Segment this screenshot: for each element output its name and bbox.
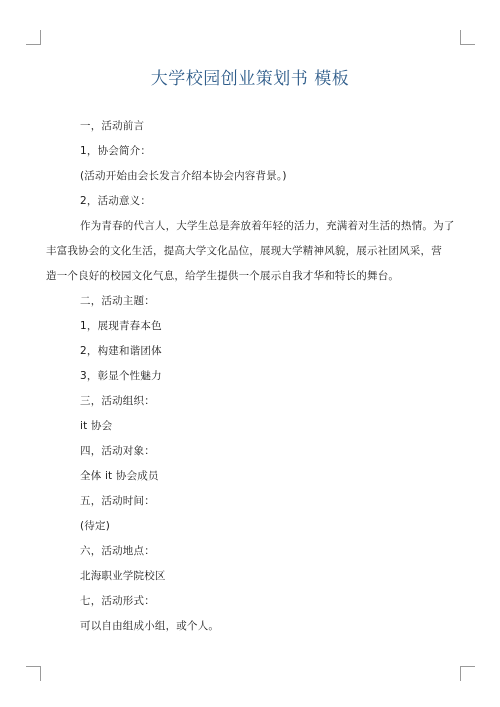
theme-item-3: 3，彰显个性魅力 xyxy=(80,370,162,382)
section-heading-time: 五，活动时间： xyxy=(80,495,155,507)
audience-value: 全体 it 协会成员 xyxy=(80,470,159,482)
document-title: 大学校园创业策划书 模板 xyxy=(150,69,350,89)
section-heading-theme: 二，活动主题： xyxy=(80,295,155,307)
subheading-association-intro: 1，协会简介： xyxy=(80,145,152,157)
format-value: 可以自由组成小组，或个人。 xyxy=(80,620,220,632)
time-value: (待定) xyxy=(80,520,110,532)
paragraph-intro-note: (活动开始由会长发言介绍本协会内容背景。) xyxy=(80,170,287,182)
theme-item-1: 1，展现青春本色 xyxy=(80,320,162,332)
location-value: 北海职业学院校区 xyxy=(80,570,166,582)
section-heading-format: 七，活动形式： xyxy=(80,595,155,607)
section-heading-organization: 三，活动组织： xyxy=(80,395,155,407)
organization-value: it 协会 xyxy=(80,420,113,432)
subheading-significance: 2，活动意义： xyxy=(80,195,152,207)
document-body xyxy=(46,114,455,639)
paragraph-significance-line-3: 造一个良好的校园文化气息，给学生提供一个展示自我才华和特长的舞台。 xyxy=(46,270,400,282)
paragraph-significance-line-1: 作为青春的代言人，大学生总是奔放着年轻的活力，充满着对生活的热情。为了 xyxy=(80,220,455,232)
crop-mark-top-right xyxy=(460,30,475,45)
theme-item-2: 2，构建和谐团体 xyxy=(80,345,162,357)
paragraph-significance-line-2: 丰富我协会的文化生活，提高大学文化品位，展现大学精神风貌，展示社团风采，营 xyxy=(46,245,442,257)
section-heading-audience: 四，活动对象： xyxy=(80,445,155,457)
crop-mark-top-left xyxy=(26,30,41,45)
section-heading-preface: 一，活动前言 xyxy=(80,120,145,132)
crop-mark-bottom-right xyxy=(460,666,475,681)
crop-mark-bottom-left xyxy=(26,666,41,681)
section-heading-location: 六，活动地点： xyxy=(80,545,155,557)
